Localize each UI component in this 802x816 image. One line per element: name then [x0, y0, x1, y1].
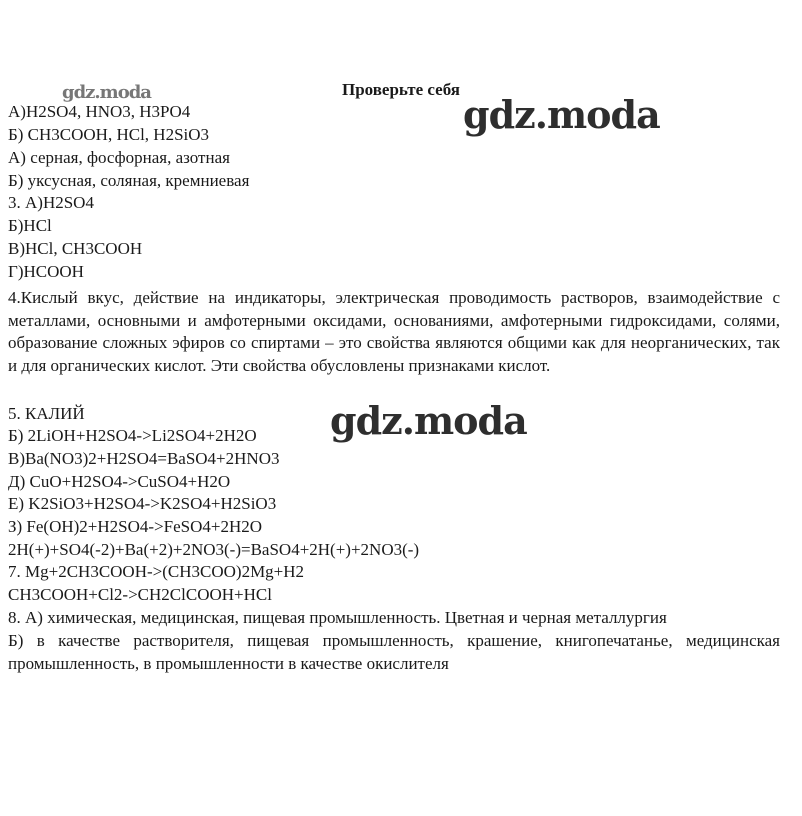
answer-line: А) серная, фосфорная, азотная	[8, 148, 230, 167]
answer-line: 7. Mg+2CH3COOH->(CH3COO)2Mg+H2	[8, 562, 305, 581]
answer-line: Б)HCl	[8, 216, 52, 235]
answer-line: З) Fe(OH)2+H2SO4->FeSO4+2H2O	[8, 517, 263, 536]
answer-line: Б) 2LiOH+H2SO4->Li2SO4+2H2O	[8, 426, 257, 445]
page-title: Проверьте себя	[342, 80, 460, 99]
answer-line: 2H(+)+SO4(-2)+Ba(+2)+2NO3(-)=BaSO4+2H(+)+2NO3(-)	[8, 540, 420, 559]
answer-line: Б) CH3COOH, HCl, H2SiO3	[8, 125, 210, 144]
answer-line: А)H2SO4, HNO3, H3PO4	[8, 102, 191, 121]
answer-line: В)Ba(NO3)2+H2SO4=BaSO4+2HNO3	[8, 449, 280, 468]
watermark-middle: gdz.moda	[330, 398, 527, 443]
answer-line: Д) CuO+H2SO4->CuSO4+H2O	[8, 472, 231, 491]
answer-line: 5. КАЛИЙ	[8, 404, 85, 423]
answer-line: Г)HCOOH	[8, 262, 84, 281]
answer-line: Б) уксусная, соляная, кремниевая	[8, 171, 250, 190]
answer-line: 8. А) химическая, медицинская, пищевая промышленность. Цветная и черная металлургия	[8, 608, 667, 627]
watermark-top: gdz.moda	[463, 92, 660, 137]
answer-paragraph-4: 4.Кислый вкус, действие на индикаторы, электрическая проводимость растворов, взаимодействие с металлами, основными и амфотерными оксидами, основаниями, амфотерными гидроксидами, солями, образование сложных эфиров со спиртами – это свойства являются общими как для неорганических, так и для органических кислот. Эти свойства обусловлены признаками кислот.	[8, 288, 780, 375]
watermark-small: gdz.moda	[62, 82, 151, 103]
answer-line: В)HCl, CH3COOH	[8, 239, 143, 258]
answer-line: 3. А)H2SO4	[8, 193, 94, 212]
answer-line: Е) K2SiO3+H2SO4->K2SO4+H2SiO3	[8, 494, 277, 513]
answer-paragraph-8b: Б) в качестве растворителя, пищевая промышленность, крашение, книгопечатанье, медицинская промышленность, в промышленности в качестве окислителя	[8, 631, 780, 673]
answer-line: CH3COOH+Cl2->CH2ClCOOH+HCl	[8, 585, 272, 604]
